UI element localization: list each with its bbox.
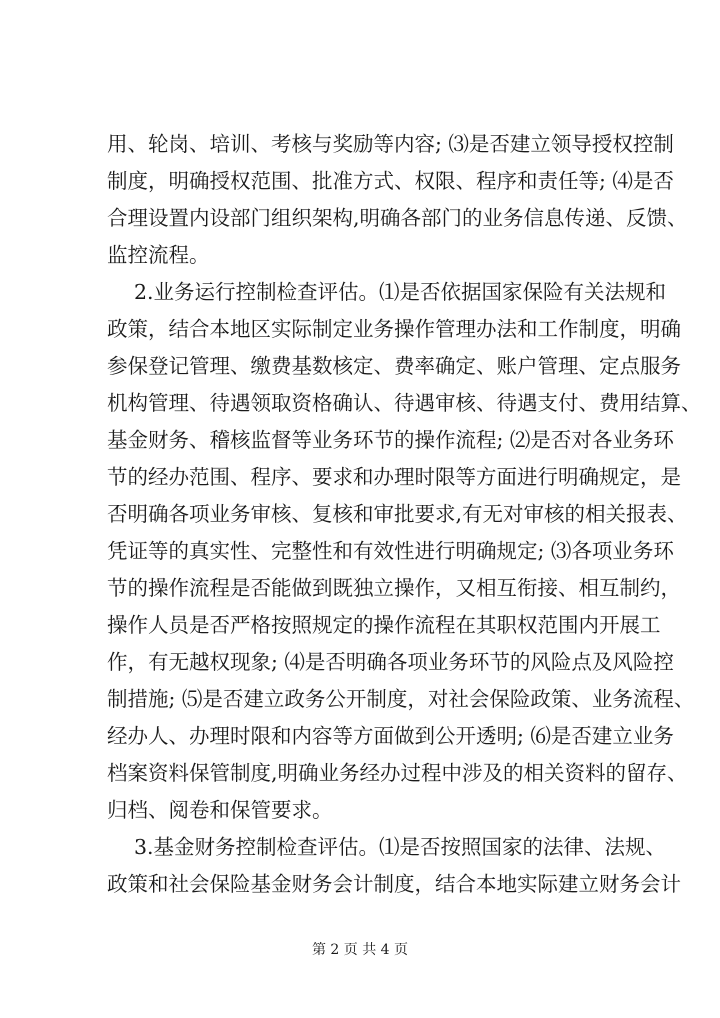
text-line-21: 政策和社会保险基金财务会计制度，结合本地实际建立财务会计 xyxy=(107,872,681,896)
text-line-13: 节的操作流程是否能做到既独立操作，又相互衔接、相互制约， xyxy=(107,576,681,600)
text-line-4: 监控流程。 xyxy=(107,243,210,267)
text-line-16: 制措施; ⑸是否建立政务公开制度，对社会保险政策、业务流程、 xyxy=(107,687,695,711)
text-line-1: 用、轮岗、培训、考核与奖励等内容; ⑶是否建立领导授权控制 xyxy=(107,132,674,156)
text-line-5: 2.业务运行控制检查评估。⑴是否依据国家保险有关法规和 xyxy=(134,280,667,304)
page-footer: 第 2 页 共 4 页 xyxy=(311,942,409,958)
text-line-2: 制度，明确授权范围、批准方式、权限、程序和责任等; ⑷是否 xyxy=(107,169,674,193)
text-line-12: 凭证等的真实性、完整性和有效性进行明确规定; ⑶各项业务环 xyxy=(107,539,674,563)
text-line-18: 档案资料保管制度,明确业务经办过程中涉及的相关资料的留存、 xyxy=(107,761,688,785)
text-line-6: 政策，结合本地区实际制定业务操作管理办法和工作制度，明确 xyxy=(107,317,681,341)
text-line-3: 合理设置内设部门组织架构,明确各部门的业务信息传递、反馈、 xyxy=(107,206,688,230)
text-line-17: 经办人、办理时限和内容等方面做到公开透明; ⑹是否建立业务 xyxy=(107,724,674,748)
text-line-14: 操作人员是否严格按照规定的操作流程在其职权范围内开展工 xyxy=(107,613,661,637)
text-line-10: 节的经办范围、程序、要求和办理时限等方面进行明确规定，是 xyxy=(107,465,681,489)
text-line-11: 否明确各项业务审核、复核和审批要求,有无对审核的相关报表、 xyxy=(107,502,688,526)
text-line-8: 机构管理、待遇领取资格确认、待遇审核、待遇支付、费用结算、 xyxy=(107,391,702,415)
text-line-15: 作，有无越权现象; ⑷是否明确各项业务环节的风险点及风险控 xyxy=(107,650,674,674)
text-line-20: 3.基金财务控制检查评估。⑴是否按照国家的法律、法规、 xyxy=(134,835,667,859)
text-line-19: 归档、阅卷和保管要求。 xyxy=(107,798,333,822)
text-line-7: 参保登记管理、缴费基数核定、费率确定、账户管理、定点服务 xyxy=(107,354,681,378)
text-line-9: 基金财务、稽核监督等业务环节的操作流程; ⑵是否对各业务环 xyxy=(107,428,674,452)
